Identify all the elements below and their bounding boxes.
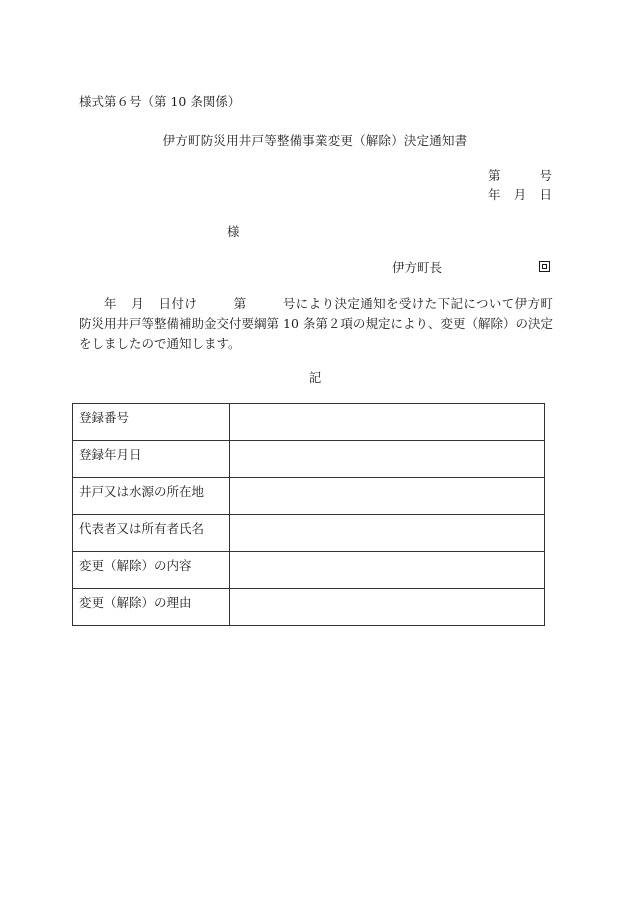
row-value	[230, 404, 545, 441]
reference-dai: 第	[488, 168, 501, 183]
table-row	[73, 441, 545, 478]
row-label: 変更（解除）の内容	[73, 552, 230, 589]
table-row	[73, 478, 545, 515]
row-label: 井戸又は水源の所在地	[73, 478, 230, 515]
date-day: 日	[539, 187, 552, 202]
form-number: 様式第６号（第 10 条関係）	[79, 94, 241, 109]
row-value	[230, 552, 545, 589]
table-row	[73, 552, 545, 589]
body-text: 号により決定通知を受けた下記について伊方町防災用井戸等整備補助金交付要綱第 10 条第２項の規定により、変更（解除）の決定をしましたので通知します。	[79, 296, 553, 351]
date-year: 年	[488, 187, 501, 202]
body-dai: 第	[233, 296, 247, 311]
ki-heading: 記	[308, 370, 322, 385]
row-label: 登録年月日	[73, 441, 230, 478]
row-value	[230, 515, 545, 552]
row-value	[230, 441, 545, 478]
seal-mark-icon	[539, 261, 550, 272]
row-value	[230, 478, 545, 515]
row-label: 変更（解除）の理由	[73, 589, 230, 626]
table-row	[73, 515, 545, 552]
row-label: 登録番号	[73, 404, 230, 441]
reference-go: 号	[539, 168, 552, 183]
issuer-name: 伊方町長	[392, 260, 443, 275]
row-label: 代表者又は所有者氏名	[73, 515, 230, 552]
issue-date	[488, 187, 552, 203]
record-table	[72, 403, 545, 626]
addressee: 様	[227, 224, 240, 239]
body-year: 年	[104, 296, 117, 311]
reference-number	[488, 168, 552, 184]
notice-body	[79, 294, 553, 354]
table-row	[73, 589, 545, 626]
date-month: 月	[513, 187, 527, 202]
row-value	[230, 589, 545, 626]
body-month: 月	[130, 296, 145, 311]
document-title: 伊方町防災用井戸等整備事業変更（解除）決定通知書	[162, 133, 468, 148]
table-row	[73, 404, 545, 441]
body-day-dated: 日付け	[158, 296, 198, 311]
